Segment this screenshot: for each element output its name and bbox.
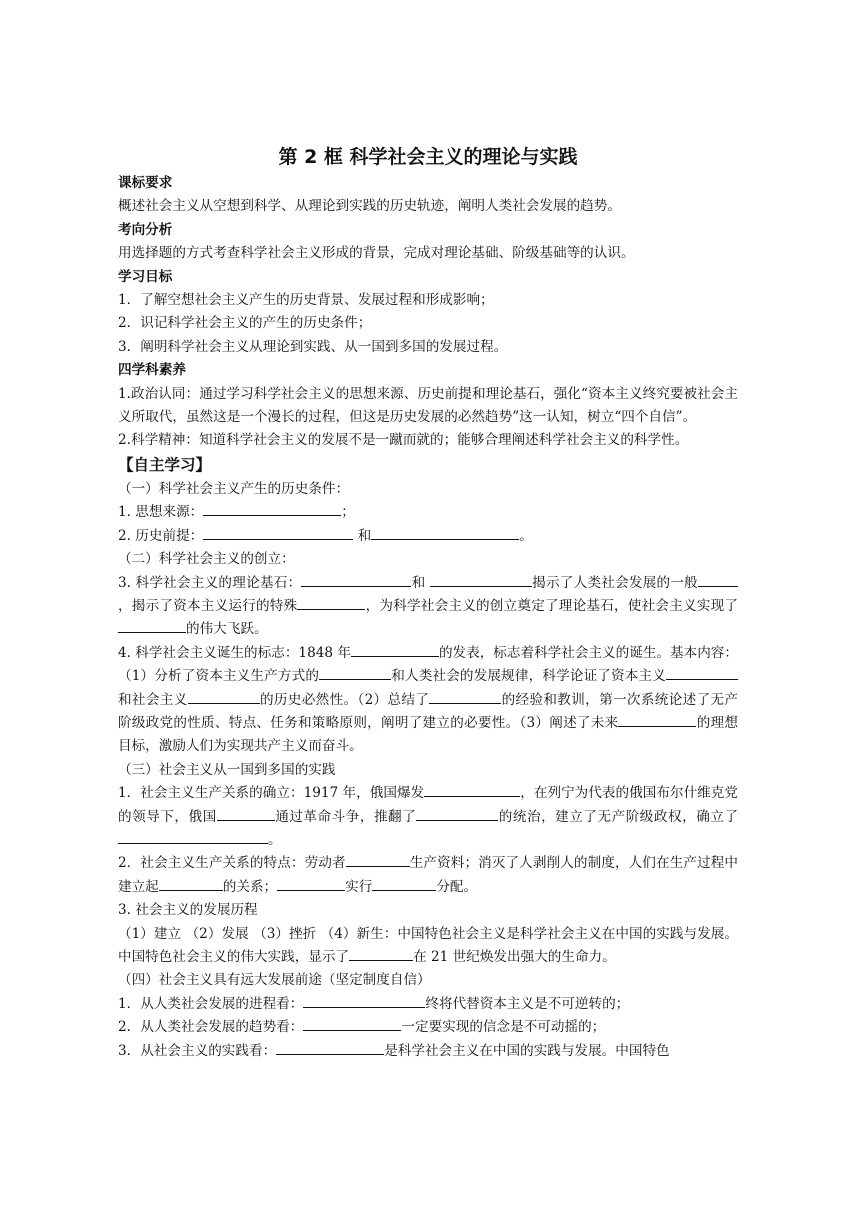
text: 的经验和教训，第一次系统论述了无产阶级政党的性质、特点、任务和策略原则，阐明了建立的必要性。（3）阐述了未来 (118, 691, 739, 731)
fill-blank[interactable] (666, 667, 738, 680)
fill-blank[interactable] (372, 878, 436, 891)
fill-blank[interactable] (618, 714, 696, 727)
fill-blank[interactable] (301, 574, 411, 587)
text: 和人类社会的发展规律，科学论证了资本主义 (391, 668, 666, 685)
part3-paragraph-3 (118, 923, 738, 970)
text: 3．从社会主义的实践看： (118, 1042, 277, 1059)
text: 的发表，标志着科学社会主义的诞生。基本内容：（1）分析了资本主义生产方式的 (118, 644, 738, 685)
fill-blank[interactable] (188, 691, 260, 704)
heading-self-study: 【自主学习】 (118, 455, 212, 474)
fill-blank[interactable] (303, 1018, 401, 1031)
fill-blank[interactable] (424, 784, 520, 797)
fill-blank[interactable] (159, 878, 223, 891)
fill-blank[interactable] (217, 808, 275, 821)
fill-blank[interactable] (203, 527, 353, 540)
part3-heading: （三）社会主义从一国到多国的实践 (118, 761, 336, 778)
part2-paragraph-4 (118, 642, 738, 759)
text: 。 (519, 527, 533, 544)
text: 的历史必然性。（2）总结了 (259, 691, 430, 708)
fill-blank[interactable] (276, 1042, 384, 1055)
text: 是科学社会主义在中国的实践与发展。中国特色 (384, 1042, 670, 1059)
text: 揭示了人类社会发展的一般 (531, 574, 698, 591)
standard-text: 概述社会主义从空想到科学、从理论到实践的历史轨迹，阐明人类社会发展的趋势。 (118, 198, 621, 215)
fill-blank[interactable] (698, 574, 738, 587)
text: 3. 科学社会主义的理论基石： (118, 574, 302, 591)
analysis-text: 用选择题的方式考查科学社会主义形成的背景，完成对理论基础、阶级基础等的认识。 (118, 245, 635, 262)
fill-blank[interactable] (349, 948, 413, 961)
fill-blank[interactable] (351, 644, 439, 657)
text: 4. 科学社会主义诞生的标志：1848 年 (118, 644, 351, 661)
part3-paragraph-3-heading: 3. 社会主义的发展历程 (118, 902, 258, 919)
part1-line-1 (118, 501, 738, 524)
text: 和 (411, 574, 430, 591)
text: 1. 思想来源： (118, 504, 204, 521)
text: 和社会主义 (118, 691, 188, 708)
part4-line-2 (118, 1016, 738, 1039)
fill-blank[interactable] (303, 995, 425, 1008)
text: 的理想目标，激励人们为实现共产主义而奋斗。 (118, 714, 738, 755)
page-title: 第 2 框 科学社会主义的理论与实践 (278, 146, 578, 168)
literacy-paragraph-2: 2.科学精神：知道科学社会主义的发展不是一蹴而就的；能够合理阐述科学社会主义的科学性。 (118, 432, 689, 449)
text: 2. 历史前提： (118, 527, 204, 544)
heading-goals: 学习目标 (118, 268, 173, 285)
fill-blank[interactable] (371, 527, 519, 540)
part4-line-3 (118, 1040, 738, 1063)
text: 1．社会主义生产关系的确立：1917 年，俄国爆发 (118, 785, 425, 802)
text: ，揭示了资本主义运行的特殊 (118, 597, 298, 614)
fill-blank[interactable] (118, 620, 186, 633)
text: （1）建立 （2）发展 （3）挫折 （4）新生：中国特色社会主义是科学社会主义在中国的实践与发展。中国特色社会主义的伟大实践，显示了 (118, 925, 738, 965)
text: 2．社会主义生产关系的特点：劳动者 (118, 855, 346, 872)
goal-item: 3．阐明科学社会主义从理论到实践、从一国到多国的发展过程。 (118, 338, 508, 355)
text: 的关系； (222, 878, 278, 895)
text: ，为科学社会主义的创立奠定了理论基石，使社会主义实现了 (365, 597, 739, 614)
fill-blank[interactable] (430, 574, 532, 587)
text: 的统治，建立了无产阶级政权，确立了 (498, 808, 739, 825)
fill-blank[interactable] (203, 503, 341, 516)
fill-blank[interactable] (277, 878, 345, 891)
part3-paragraph-1 (118, 782, 738, 852)
goal-item: 1．了解空想社会主义产生的历史背景、发展过程和形成影响； (118, 292, 494, 309)
part2-paragraph-3 (118, 572, 738, 642)
part3-paragraph-2 (118, 852, 738, 899)
part4-line-1 (118, 993, 738, 1016)
heading-analysis: 考向分析 (118, 221, 173, 238)
text: 。 (268, 831, 282, 848)
text: 和 (353, 527, 372, 544)
part1-line-2 (118, 525, 738, 548)
fill-blank[interactable] (429, 691, 501, 704)
text: 一定要实现的信念是不可动摇的； (401, 1019, 606, 1036)
text: 在 21 世纪焕发出强大的生命力。 (413, 949, 616, 965)
heading-standard: 课标要求 (118, 175, 173, 191)
fill-blank[interactable] (118, 831, 268, 844)
text: 终将代替资本主义是不可逆转的； (425, 995, 630, 1012)
document-content (118, 142, 738, 1063)
fill-blank[interactable] (319, 667, 391, 680)
text: 分配。 (436, 878, 478, 895)
part1-heading: （一）科学社会主义产生的历史条件： (118, 480, 350, 497)
text: 实行 (345, 878, 373, 895)
literacy-paragraph-1: 1.政治认同：通过学习科学社会主义的思想来源、历史前提和理论基石，强化“资本主义终究要被社会主义所取代，虽然这是一个漫长的过程，但这是历史发展的必然趋势”这一认知，树立“四个自信”。 (118, 385, 738, 426)
text: ，在列宁为代表的俄国布尔什维克党的领导下，俄国 (118, 785, 738, 825)
text: 2．从人类社会发展的趋势看： (118, 1019, 304, 1036)
fill-blank[interactable] (346, 854, 410, 867)
text: 的伟大飞跃。 (186, 621, 268, 638)
text: 生产资料；消灭了人剥削人的制度，人们在生产过程中建立起 (118, 855, 738, 895)
part4-heading: （四）社会主义具有远大发展前途（坚定制度自信） (118, 972, 431, 989)
text: ； (341, 504, 355, 521)
goal-item: 2．识记科学社会主义的产生的历史条件； (118, 315, 372, 332)
heading-literacy: 四学科素养 (118, 362, 186, 379)
part2-heading: （二）科学社会主义的创立： (118, 551, 295, 568)
fill-blank[interactable] (297, 597, 365, 610)
text: 1．从人类社会发展的进程看： (118, 995, 304, 1012)
text: 通过革命斗争，推翻了 (274, 808, 417, 825)
fill-blank[interactable] (416, 808, 498, 821)
